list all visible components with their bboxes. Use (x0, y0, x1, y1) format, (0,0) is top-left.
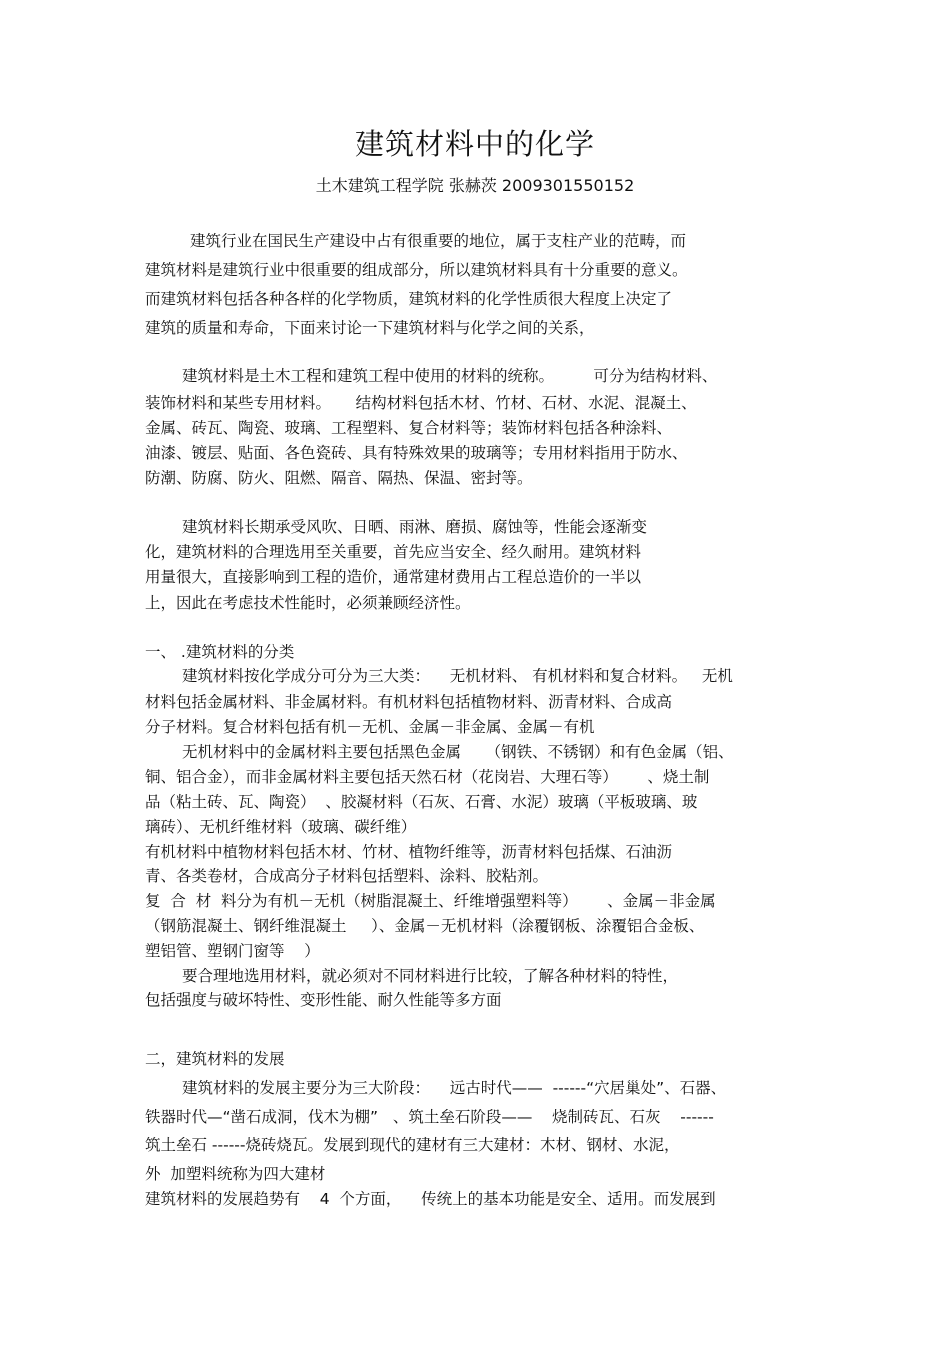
paragraph-line: 分子材料。复合材料包括有机－无机、金属－非金属、金属－有机 (145, 718, 595, 736)
paragraph-line: 建筑行业在国民生产建设中占有很重要的地位，属于支柱产业的范畴，而 (190, 232, 687, 250)
paragraph-line: 金属、砖瓦、陶瓷、玻璃、工程塑料、复合材料等；装饰材料包括各种涂料、 (145, 419, 673, 437)
paragraph-line: 青、各类卷材，合成高分子材料包括塑料、涂料、胶粘剂。 (145, 867, 549, 885)
paragraph-line: 复 合 材 料分为有机－无机（树脂混凝土、纤维增强塑料等） 、金属－非金属 (145, 892, 716, 910)
paragraph-line: 塑铝管、塑钢门窗等 ） (145, 942, 320, 960)
paragraph-line: 建筑材料是土木工程和建筑工程中使用的材料的统称。 可分为结构材料、 (182, 367, 718, 385)
paragraph-line: 筑土垒石 ------烧砖烧瓦。发展到现代的建材有三大建材：木材、钢材、水泥， (145, 1136, 680, 1154)
paragraph-line: 建筑材料的发展主要分为三大阶段： 远古时代—— ------“穴居巢处”、石器、 (182, 1079, 727, 1097)
paragraph-line: 铜、铝合金），而非金属材料主要包括天然石材（花岗岩、大理石等） 、烧土制 (145, 768, 710, 786)
paragraph-line: 化，建筑材料的合理选用至关重要，首先应当安全、经久耐用。建筑材料 (145, 543, 642, 561)
section-heading: 一、 .建筑材料的分类 (145, 643, 295, 661)
paragraph-line: 品（粘土砖、瓦、陶瓷） 、胶凝材料（石灰、石膏、水泥）玻璃（平板玻璃、玻 (145, 793, 698, 811)
paragraph-line: 建筑材料的发展趋势有 4 个方面， 传统上的基本功能是安全、适用。而发展到 (145, 1190, 716, 1208)
paragraph-line: 建筑的质量和寿命，下面来讨论一下建筑材料与化学之间的关系， (145, 319, 595, 337)
paragraph-line: 而建筑材料包括各种各样的化学物质，建筑材料的化学性质很大程度上决定了 (145, 290, 673, 308)
document-byline: 土木建筑工程学院 张赫茨 2009301550152 (315, 176, 635, 195)
paragraph-line: 防潮、防腐、防火、阻燃、隔音、隔热、保温、密封等。 (145, 469, 533, 487)
paragraph-line: 外 加塑料统称为四大建材 (145, 1165, 326, 1183)
paragraph-line: 用量很大，直接影响到工程的造价，通常建材费用占工程总造价的一半以 (145, 568, 642, 586)
paragraph-line: 材料包括金属材料、非金属材料。有机材料包括植物材料、沥青材料、合成高 (145, 693, 673, 711)
paragraph-line: 上，因此在考虑技术性能时，必须兼顾经济性。 (145, 594, 471, 612)
paragraph-line: （钢筋混凝土、钢纤维混凝土 ）、金属－无机材料（涂覆钢板、涂覆铝合金板、 (145, 917, 705, 935)
paragraph-line: 璃砖）、无机纤维材料（玻璃、碳纤维） (145, 818, 417, 836)
section-heading: 二，建筑材料的发展 (145, 1050, 285, 1068)
paragraph-line: 建筑材料按化学成分可分为三大类： 无机材料、 有机材料和复合材料。 无机 (182, 667, 733, 685)
paragraph-line: 有机材料中植物材料包括木材、竹材、植物纤维等，沥青材料包括煤、石油沥 (145, 843, 673, 861)
paragraph-line: 要合理地选用材料，就必须对不同材料进行比较，了解各种材料的特性， (182, 967, 679, 985)
paragraph-line: 铁器时代—“凿石成洞，伐木为棚” 、筑土垒石阶段—— 烧制砖瓦、石灰 ------ (145, 1108, 714, 1126)
paragraph-line: 建筑材料长期承受风吹、日晒、雨淋、磨损、腐蚀等，性能会逐渐变 (182, 518, 648, 536)
paragraph-line: 油漆、镀层、贴面、各色瓷砖、具有特殊效果的玻璃等；专用材料指用于防水、 (145, 444, 688, 462)
document-title: 建筑材料中的化学 (354, 127, 595, 161)
paragraph-line: 包括强度与破坏特性、变形性能、耐久性能等多方面 (145, 991, 502, 1009)
paragraph-line: 建筑材料是建筑行业中很重要的组成部分，所以建筑材料具有十分重要的意义。 (145, 261, 688, 279)
paragraph-line: 装饰材料和某些专用材料。 结构材料包括木材、竹材、石材、水泥、混凝土、 (145, 394, 697, 412)
paragraph-line: 无机材料中的金属材料主要包括黑色金属 （钢铁、不锈钢）和有色金属（铝、 (182, 743, 734, 761)
